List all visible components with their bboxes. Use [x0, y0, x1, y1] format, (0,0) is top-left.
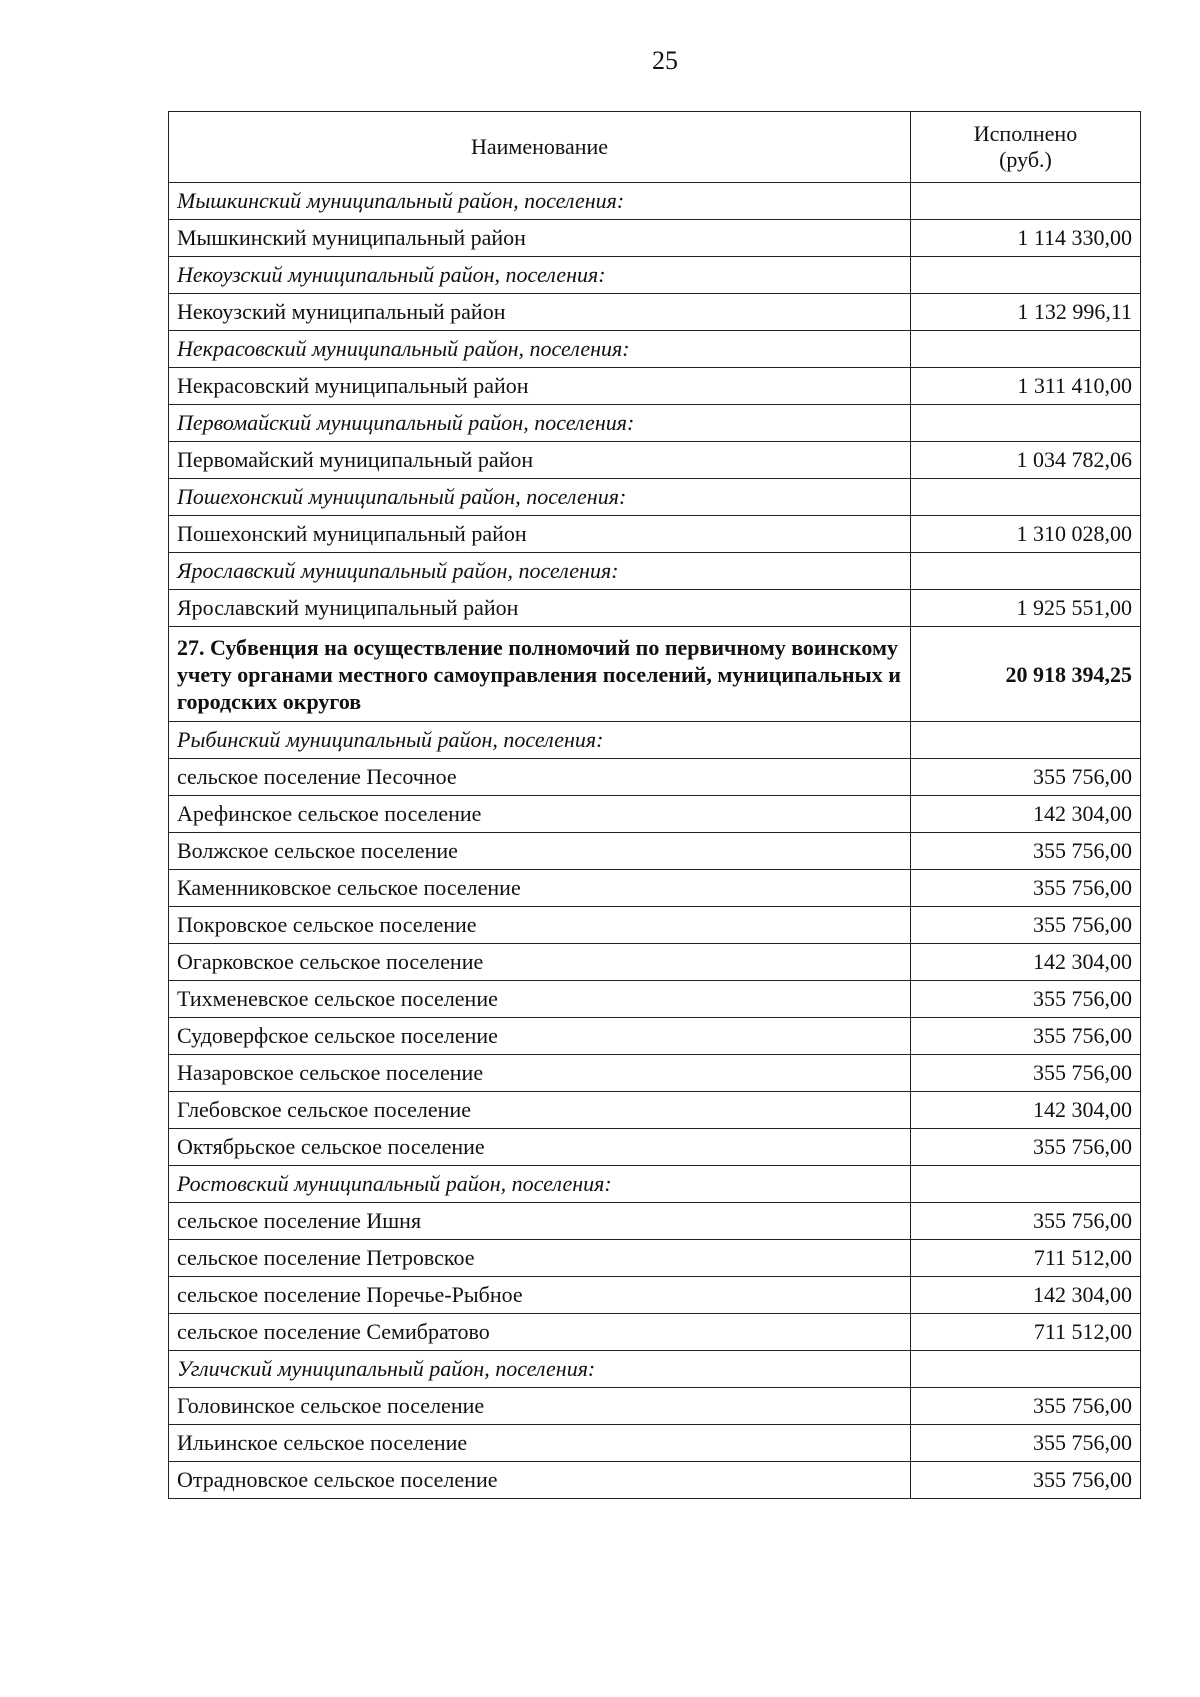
- table-row: [169, 1203, 1141, 1240]
- row-name: Головинское сельское поселение: [169, 1388, 911, 1425]
- row-amount: [911, 479, 1141, 516]
- row-name: Октябрьское сельское поселение: [169, 1129, 911, 1166]
- row-name: Мышкинский муниципальный район: [169, 220, 911, 257]
- table-row: [169, 368, 1141, 405]
- table-row-section-heading: [169, 627, 1141, 722]
- row-amount: 711 512,00: [911, 1240, 1141, 1277]
- row-name: Пошехонский муниципальный район: [169, 516, 911, 553]
- table-row-group-heading: [169, 405, 1141, 442]
- row-name: Первомайский муниципальный район, поселения:: [169, 405, 911, 442]
- row-amount: [911, 405, 1141, 442]
- row-name: Покровское сельское поселение: [169, 907, 911, 944]
- row-name: сельское поселение Ишня: [169, 1203, 911, 1240]
- row-name: Рыбинский муниципальный район, поселения:: [169, 722, 911, 759]
- table-row: [169, 1092, 1141, 1129]
- table-row: [169, 516, 1141, 553]
- row-name: 27. Субвенция на осуществление полномочий по первичному воинскому учету органами местного самоуправления поселений, муниципальных и городских округов: [169, 627, 911, 722]
- row-amount: 20 918 394,25: [911, 627, 1141, 722]
- row-name: Некрасовский муниципальный район, поселения:: [169, 331, 911, 368]
- table-row: [169, 833, 1141, 870]
- row-amount: 355 756,00: [911, 833, 1141, 870]
- row-amount: 142 304,00: [911, 1092, 1141, 1129]
- row-name: Угличский муниципальный район, поселения:: [169, 1351, 911, 1388]
- table-row-group-heading: [169, 257, 1141, 294]
- row-name: Некрасовский муниципальный район: [169, 368, 911, 405]
- row-name: Ростовский муниципальный район, поселения:: [169, 1166, 911, 1203]
- table-row-group-heading: [169, 1351, 1141, 1388]
- row-name: Арефинское сельское поселение: [169, 796, 911, 833]
- row-name: Огарковское сельское поселение: [169, 944, 911, 981]
- table-row: [169, 907, 1141, 944]
- row-name: Ярославский муниципальный район: [169, 590, 911, 627]
- table-row-group-heading: [169, 722, 1141, 759]
- page-number: 25: [652, 46, 678, 75]
- table-row: [169, 220, 1141, 257]
- row-amount: [911, 553, 1141, 590]
- budget-table: [168, 111, 1141, 1499]
- table-row: [169, 870, 1141, 907]
- table-row: [169, 759, 1141, 796]
- row-amount: 1 132 996,11: [911, 294, 1141, 331]
- row-amount: 1 311 410,00: [911, 368, 1141, 405]
- row-name: сельское поселение Поречье-Рыбное: [169, 1277, 911, 1314]
- header-name: Наименование: [169, 112, 911, 183]
- table-row: [169, 294, 1141, 331]
- table-row: [169, 1240, 1141, 1277]
- row-amount: 1 114 330,00: [911, 220, 1141, 257]
- row-name: Волжское сельское поселение: [169, 833, 911, 870]
- table-row: [169, 1388, 1141, 1425]
- row-name: сельское поселение Песочное: [169, 759, 911, 796]
- row-name: Ильинское сельское поселение: [169, 1425, 911, 1462]
- row-amount: [911, 183, 1141, 220]
- table-row: [169, 1425, 1141, 1462]
- row-amount: 355 756,00: [911, 759, 1141, 796]
- row-amount: 1 310 028,00: [911, 516, 1141, 553]
- table-row: [169, 590, 1141, 627]
- row-amount: 355 756,00: [911, 1462, 1141, 1499]
- row-amount: 355 756,00: [911, 907, 1141, 944]
- row-amount: [911, 331, 1141, 368]
- table-row: [169, 442, 1141, 479]
- row-amount: 355 756,00: [911, 1055, 1141, 1092]
- row-amount: 1 925 551,00: [911, 590, 1141, 627]
- table-row: [169, 1018, 1141, 1055]
- row-name: Каменниковское сельское поселение: [169, 870, 911, 907]
- row-amount: 355 756,00: [911, 1388, 1141, 1425]
- row-name: Первомайский муниципальный район: [169, 442, 911, 479]
- header-amount: [911, 112, 1141, 183]
- row-amount: [911, 257, 1141, 294]
- row-name: Некоузский муниципальный район, поселения:: [169, 257, 911, 294]
- table-row: [169, 1277, 1141, 1314]
- row-amount: 142 304,00: [911, 796, 1141, 833]
- table-row: [169, 1129, 1141, 1166]
- table-header-row: [169, 112, 1141, 183]
- row-name: Глебовское сельское поселение: [169, 1092, 911, 1129]
- row-name: Назаровское сельское поселение: [169, 1055, 911, 1092]
- table-body: [169, 183, 1141, 1499]
- table-row: [169, 981, 1141, 1018]
- table-row-group-heading: [169, 553, 1141, 590]
- row-amount: 355 756,00: [911, 1425, 1141, 1462]
- row-name: Судоверфское сельское поселение: [169, 1018, 911, 1055]
- table-row: [169, 1314, 1141, 1351]
- row-amount: 711 512,00: [911, 1314, 1141, 1351]
- row-amount: [911, 722, 1141, 759]
- row-amount: 142 304,00: [911, 944, 1141, 981]
- table-row: [169, 1462, 1141, 1499]
- row-amount: 355 756,00: [911, 870, 1141, 907]
- table-row-group-heading: [169, 479, 1141, 516]
- row-amount: 142 304,00: [911, 1277, 1141, 1314]
- table-row-group-heading: [169, 331, 1141, 368]
- row-amount: 1 034 782,06: [911, 442, 1141, 479]
- row-name: Мышкинский муниципальный район, поселения:: [169, 183, 911, 220]
- header-amount-line2: (руб.): [999, 147, 1052, 172]
- row-amount: [911, 1166, 1141, 1203]
- table-row: [169, 944, 1141, 981]
- table-row-group-heading: [169, 183, 1141, 220]
- row-amount: 355 756,00: [911, 981, 1141, 1018]
- row-amount: 355 756,00: [911, 1018, 1141, 1055]
- table-row-group-heading: [169, 1166, 1141, 1203]
- header-amount-line1: Исполнено: [973, 121, 1078, 146]
- table-row: [169, 1055, 1141, 1092]
- row-amount: 355 756,00: [911, 1203, 1141, 1240]
- row-name: Отрадновское сельское поселение: [169, 1462, 911, 1499]
- row-amount: 355 756,00: [911, 1129, 1141, 1166]
- row-name: сельское поселение Семибратово: [169, 1314, 911, 1351]
- row-name: сельское поселение Петровское: [169, 1240, 911, 1277]
- row-name: Пошехонский муниципальный район, поселения:: [169, 479, 911, 516]
- row-amount: [911, 1351, 1141, 1388]
- row-name: Некоузский муниципальный район: [169, 294, 911, 331]
- row-name: Ярославский муниципальный район, поселения:: [169, 553, 911, 590]
- row-name: Тихменевское сельское поселение: [169, 981, 911, 1018]
- table-row: [169, 796, 1141, 833]
